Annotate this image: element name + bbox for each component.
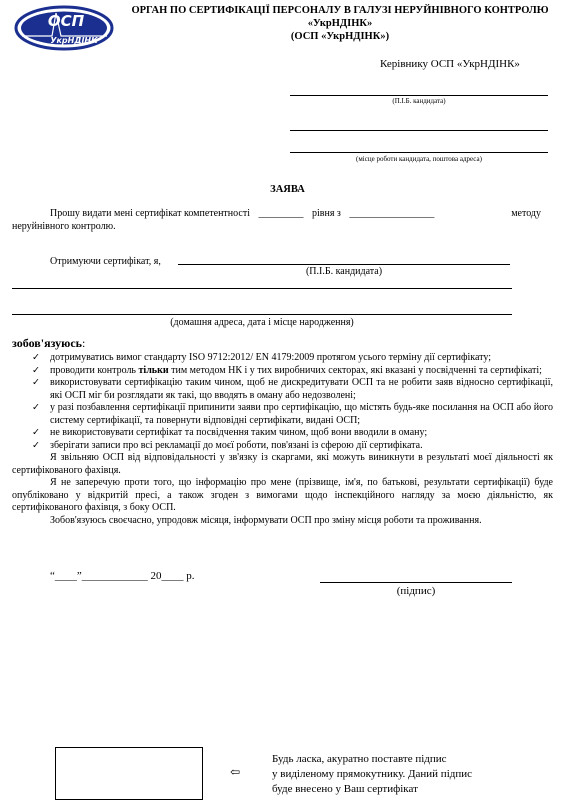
release-paragraph: Я звільняю ОСП від відповідальності у зв'язку із скаргами, які можуть виникнути в результаті моєї діяльності як сертифікованого фахівця. (12, 452, 553, 476)
check-icon: ✓ (32, 440, 40, 451)
request-line-2: неруйнівного контролю. (12, 221, 116, 232)
org-name-line1: ОРГАН ПО СЕРТИФІКАЦІЇ ПЕРСОНАЛУ В ГАЛУЗІ НЕРУЙНІВНОГО КОНТРОЛЮ (131, 5, 549, 16)
request-text-3: методу (511, 208, 541, 219)
workplace-line-1[interactable] (290, 130, 548, 131)
logo (14, 5, 114, 51)
check-icon: ✓ (32, 378, 40, 388)
receiver-name-line[interactable] (178, 264, 510, 265)
candidate-name-caption-small: (П.І.Б. кандидата) (392, 97, 446, 105)
org-name-line2: «УкрНДІНК» (307, 18, 373, 29)
method-blank[interactable]: _________________ (349, 208, 435, 219)
request-text-1: Прошу видати мені сертифікат компетентності (50, 208, 250, 219)
signature-caption: (підпис) (396, 585, 436, 597)
signature-note-line: у виділеному прямокутнику. Даний підпис (272, 768, 472, 780)
home-address-caption: (домашня адреса, дата і місце народження) (170, 317, 354, 328)
candidate-name-caption: (П.І.Б. кандидата) (305, 266, 383, 277)
obligations-list (12, 352, 553, 527)
check-icon: ✓ (32, 365, 40, 376)
date-line[interactable]: “____”____________ 20____ р. (50, 570, 195, 582)
signature-note (272, 752, 472, 797)
candidate-name-line[interactable] (290, 95, 548, 96)
signature-line[interactable] (320, 582, 512, 583)
check-icon: ✓ (32, 353, 40, 363)
obligation-item: ✓ зберігати записи про всі рекламації до моєї роботи, пов'язані із сферою дії сертифіката. (32, 439, 423, 451)
obligation-item: ✓ не використовувати сертифікат та посвідчення таким чином, щоб вони вводили в оману; (32, 427, 428, 438)
org-abbrev-line: (ОСП «УкрНДІНК») (290, 31, 390, 42)
obligations-heading-text: зобов'язуюсь (12, 336, 83, 350)
level-blank[interactable]: _________ (258, 208, 304, 219)
home-address-line-1[interactable] (12, 288, 512, 289)
request-line-1 (12, 208, 553, 221)
consent-paragraph: Я не заперечую проти того, що інформацію про мене (прізвище, ім'я, по батькові, результати сертифікації) буде опубліковано у відкритій пресі, а також згоден з вимогами щодо інспекційного нагляду за моєю діяльністю, як сертифікованого фахівця, з боку ОСП. (12, 477, 553, 513)
obligation-item: ✓ проводити контроль тільки тим методом НК і у тих виробничих секторах, які вказані у посвідченні та сертифікаті; (32, 364, 542, 376)
notify-paragraph: Зобов'язуюсь своєчасно, упродовж місяця, інформувати ОСП про зміну місця роботи та проживання. (50, 514, 482, 526)
check-icon: ✓ (32, 428, 40, 438)
obligation-item: ✓ у разі позбавлення сертифікації припинити заяви про сертифікацію, що містять будь-яке посилання на ОСП або його систему сертифікації, та повернути відповідні сертифікати, видані ОСП; (32, 402, 553, 426)
ukrndink-logo-icon (14, 5, 114, 51)
request-text-2: рівня з (311, 208, 341, 219)
left-arrow-icon: ⇦ (230, 765, 241, 779)
logo-main-text: ОСП (47, 12, 85, 30)
check-icon: ✓ (32, 403, 40, 413)
receiving-label: Отримуючи сертифікат, я, (50, 256, 161, 267)
signature-box[interactable] (55, 747, 203, 800)
obligation-item: ✓ використовувати сертифікацію таким чином, щоб не дискредитувати ОСП та не робити заяв відносно сертифікації, які ОСП міг би розглядати як такі, що вводять в оману або недозволені; (32, 377, 553, 401)
obligations-heading-colon: : (82, 336, 86, 350)
workplace-caption: (місце роботи кандидата, поштова адреса) (356, 155, 482, 163)
workplace-line-2[interactable] (290, 152, 548, 153)
home-address-line-2[interactable] (12, 314, 512, 315)
addressee: Керівнику ОСП «УкрНДІНК» (380, 58, 520, 70)
signature-note-line: буде внесено у Ваш сертифікат (272, 783, 418, 795)
logo-sub-text: УкрНДІНК (50, 36, 98, 45)
document-title: ЗАЯВА (270, 184, 305, 195)
signature-note-line: Будь ласка, акуратно поставте підпис (272, 753, 447, 765)
obligations-heading (12, 336, 85, 351)
obligation-item: ✓ дотримуватись вимог стандарту ISO 9712:2012/ EN 4179:2009 протягом усього терміну дії сертифікату; (32, 352, 492, 363)
